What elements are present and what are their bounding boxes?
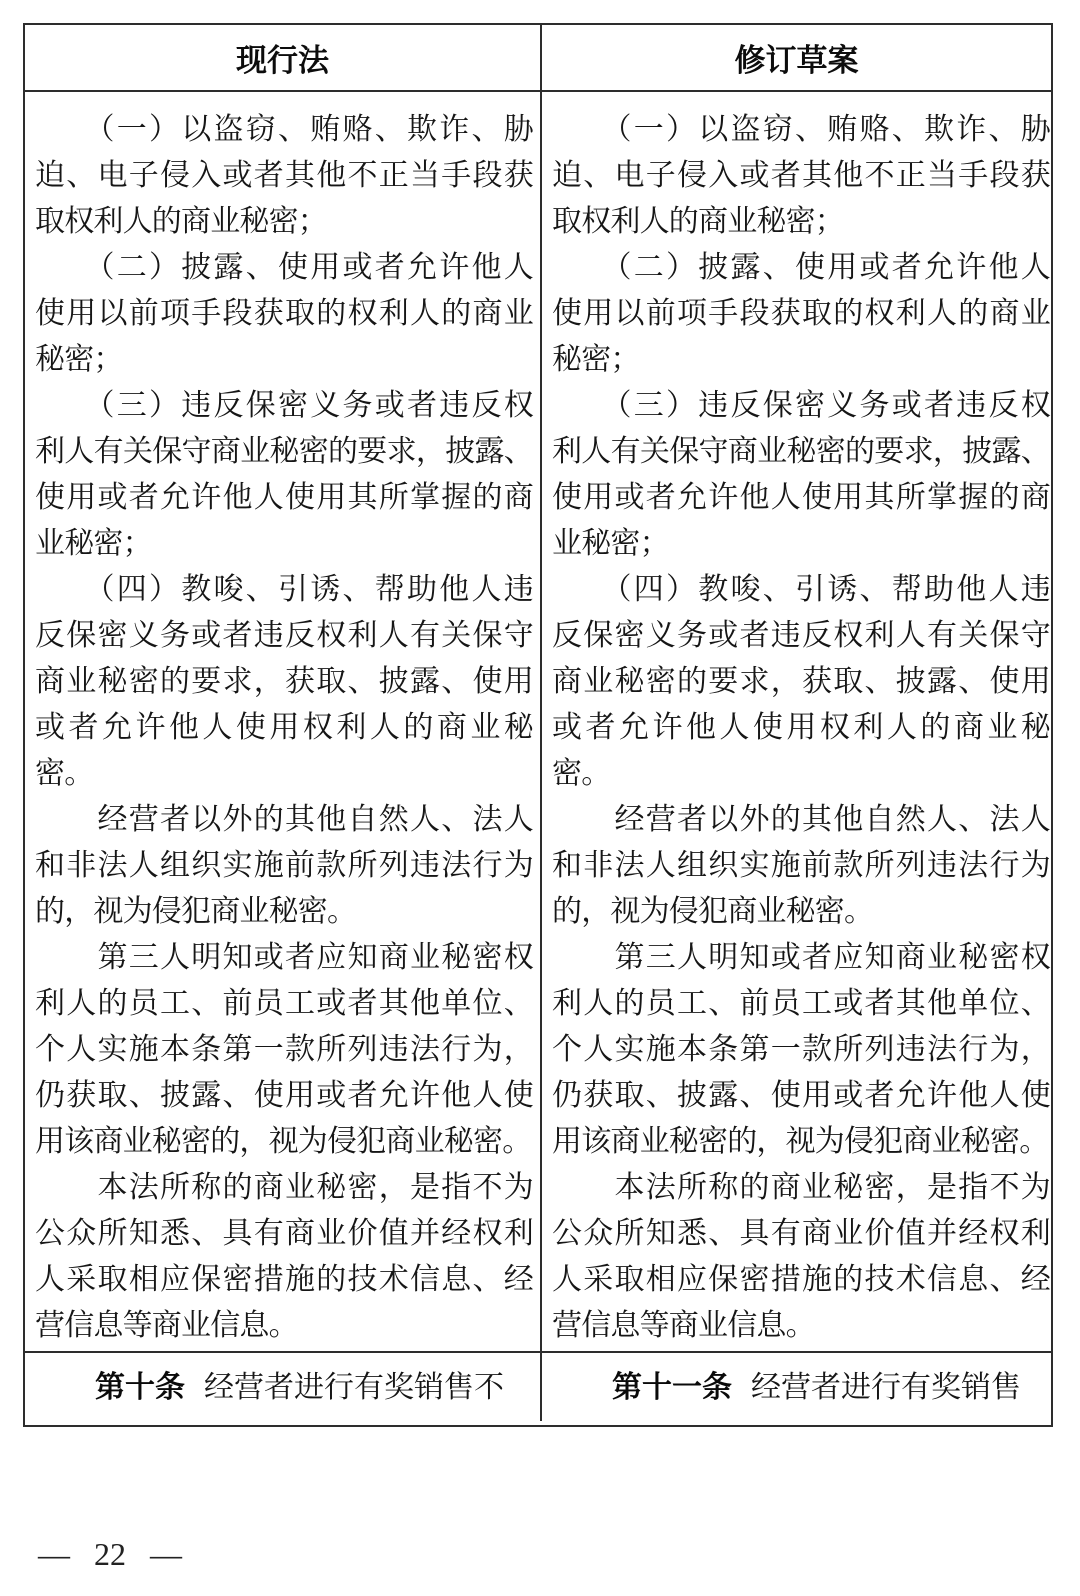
text-line: 本法所称的商业秘密，是指不为	[552, 1171, 1050, 1204]
text-line: 营信息等商业信息。	[35, 1309, 298, 1342]
text-line: （四）教唆、引诱、帮助他人违	[552, 573, 1050, 606]
header-label-current-law: 现行法	[236, 43, 329, 78]
paragraph	[35, 1165, 533, 1349]
text-line: 迫、电子侵入或者其他不正当手段获	[552, 159, 1050, 192]
text-line: 利人有关保守商业秘密的要求，披露、	[552, 435, 1050, 468]
text-line: 密。	[552, 757, 611, 790]
article-number-10: 第十条	[95, 1371, 185, 1404]
text-line: 反保密义务或者违反权利人有关保守	[552, 619, 1050, 652]
clause-article-10	[35, 1371, 533, 1405]
text-line: 使用或者允许他人使用其所掌握的商	[35, 481, 533, 514]
text-line: 经营者以外的其他自然人、法人	[552, 803, 1050, 836]
text-line: 公众所知悉、具有商业价值并经权利	[35, 1217, 533, 1250]
header-cell-current-law	[25, 25, 542, 90]
text-line: 第三人明知或者应知商业秘密权	[35, 941, 533, 974]
text-line: 公众所知悉、具有商业价值并经权利	[552, 1217, 1050, 1250]
header-label-revised-draft: 修订草案	[734, 43, 859, 78]
paragraph	[35, 567, 533, 797]
clause-text-article-11: 经营者进行有奖销售	[751, 1371, 1021, 1404]
header-cell-revised-draft	[542, 25, 1051, 90]
table-bottom-row	[25, 1353, 1051, 1421]
paragraph	[35, 245, 533, 383]
text-line: 个人实施本条第一款所列违法行为，	[35, 1033, 533, 1066]
text-line: 营信息等商业信息。	[552, 1309, 815, 1342]
paragraph	[552, 935, 1050, 1165]
text-line: 商业秘密的要求，获取、披露、使用	[35, 665, 533, 698]
bottom-cell-revised-draft	[542, 1353, 1051, 1421]
text-line: 业秘密；	[552, 527, 669, 560]
paragraph	[552, 107, 1050, 245]
text-line: 或者允许他人使用权利人的商业秘	[35, 711, 533, 744]
text-line: 使用以前项手段获取的权利人的商业	[35, 297, 533, 330]
text-line: 利人有关保守商业秘密的要求，披露、	[35, 435, 533, 468]
text-line: 用该商业秘密的，视为侵犯商业秘密。	[35, 1125, 532, 1158]
text-line: 或者允许他人使用权利人的商业秘	[552, 711, 1050, 744]
text-line: 用该商业秘密的，视为侵犯商业秘密。	[552, 1125, 1049, 1158]
paragraph	[35, 935, 533, 1165]
text-line: （一）以盗窃、贿赂、欺诈、胁	[35, 113, 533, 146]
text-line: 迫、电子侵入或者其他不正当手段获	[35, 159, 533, 192]
text-line: 和非法人组织实施前款所列违法行为	[35, 849, 533, 882]
text-line: 密。	[35, 757, 94, 790]
paragraph	[552, 1165, 1050, 1349]
text-line: 的，视为侵犯商业秘密。	[35, 895, 357, 928]
text-line: 人采取相应保密措施的技术信息、经	[552, 1263, 1050, 1296]
text-line: （二）披露、使用或者允许他人	[35, 251, 533, 284]
paragraph	[35, 383, 533, 567]
article-number-11: 第十一条	[612, 1371, 732, 1404]
text-line: 秘密；	[35, 343, 123, 376]
table-header-row	[25, 25, 1051, 92]
text-line: 业秘密；	[35, 527, 152, 560]
body-cell-revised-draft	[542, 92, 1051, 1351]
page-number: — 22 —	[38, 1536, 182, 1572]
text-line: 取权利人的商业秘密；	[35, 205, 327, 238]
text-line: 商业秘密的要求，获取、披露、使用	[552, 665, 1050, 698]
text-line: （二）披露、使用或者允许他人	[552, 251, 1050, 284]
paragraph	[552, 797, 1050, 935]
text-line: 个人实施本条第一款所列违法行为，	[552, 1033, 1050, 1066]
text-line: 和非法人组织实施前款所列违法行为	[552, 849, 1050, 882]
text-line: （三）违反保密义务或者违反权	[35, 389, 533, 422]
text-line: 使用或者允许他人使用其所掌握的商	[552, 481, 1050, 514]
text-line: 取权利人的商业秘密；	[552, 205, 844, 238]
paragraph	[35, 107, 533, 245]
text-line: 利人的员工、前员工或者其他单位、	[552, 987, 1050, 1020]
text-line: 秘密；	[552, 343, 640, 376]
body-cell-current-law	[25, 92, 542, 1351]
text-line: 反保密义务或者违反权利人有关保守	[35, 619, 533, 652]
text-line: 使用以前项手段获取的权利人的商业	[552, 297, 1050, 330]
text-line: 仍获取、披露、使用或者允许他人使	[552, 1079, 1050, 1112]
paragraph	[552, 245, 1050, 383]
paragraph	[35, 797, 533, 935]
clause-text-article-10: 经营者进行有奖销售不	[204, 1371, 504, 1404]
clause-article-11	[552, 1371, 1050, 1405]
text-line: 仍获取、披露、使用或者允许他人使	[35, 1079, 533, 1112]
text-line: 的，视为侵犯商业秘密。	[552, 895, 874, 928]
text-line: 利人的员工、前员工或者其他单位、	[35, 987, 533, 1020]
text-line: （一）以盗窃、贿赂、欺诈、胁	[552, 113, 1050, 146]
paragraph	[552, 567, 1050, 797]
table-body-row	[25, 92, 1051, 1353]
comparison-table	[23, 23, 1053, 1427]
bottom-cell-current-law	[25, 1353, 542, 1421]
text-line: （三）违反保密义务或者违反权	[552, 389, 1050, 422]
paragraph	[552, 383, 1050, 567]
text-line: 经营者以外的其他自然人、法人	[35, 803, 533, 836]
text-line: （四）教唆、引诱、帮助他人违	[35, 573, 533, 606]
text-line: 第三人明知或者应知商业秘密权	[552, 941, 1050, 974]
text-line: 本法所称的商业秘密，是指不为	[35, 1171, 533, 1204]
text-line: 人采取相应保密措施的技术信息、经	[35, 1263, 533, 1296]
